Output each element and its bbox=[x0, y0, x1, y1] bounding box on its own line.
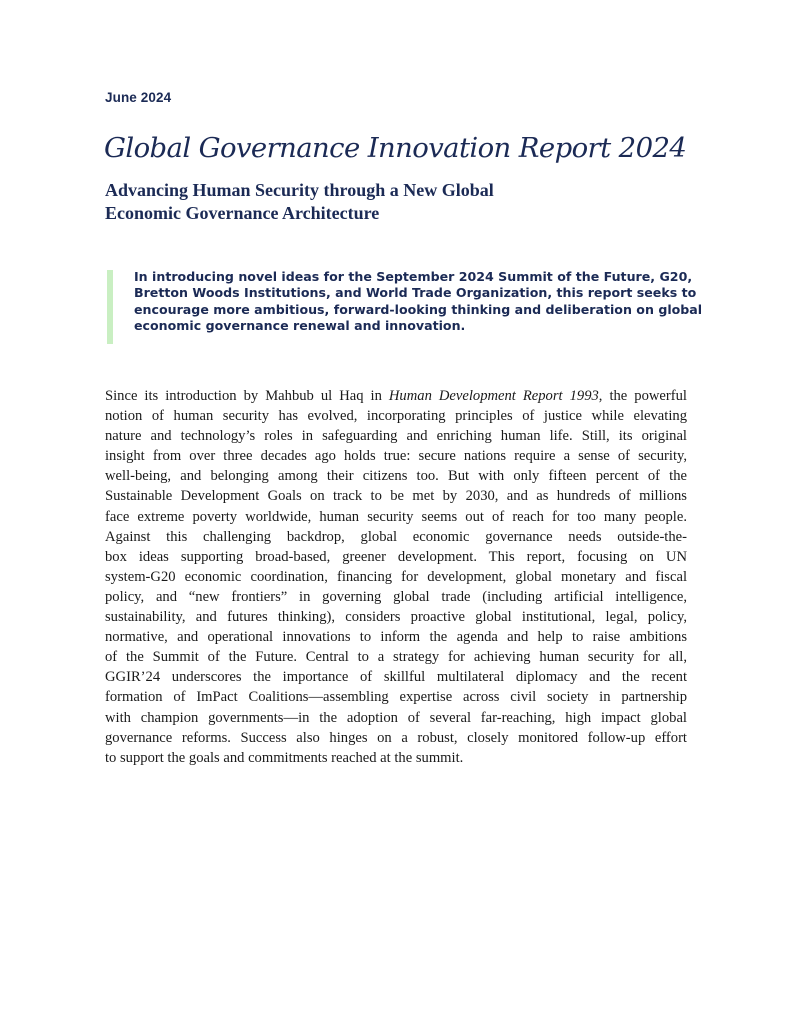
paragraph-line: face extreme poverty worldwide, human security seems out of reach for too many people. bbox=[105, 508, 687, 525]
subtitle-line: Economic Governance Architecture bbox=[105, 202, 380, 223]
callout-line: economic governance renewal and innovation. bbox=[134, 317, 466, 333]
paragraph-line: policy, and “new frontiers” in governing global trade (including artificial intelligence, bbox=[105, 588, 687, 605]
subtitle-line: Advancing Human Security through a New Global bbox=[105, 180, 494, 200]
paragraph-text: , the powerful bbox=[598, 388, 687, 404]
paragraph-line: to support the goals and commitments reached at the summit. bbox=[105, 749, 464, 766]
paragraph-line: insight from over three decades ago holds true: secure nations require a sense of security, bbox=[105, 448, 687, 465]
paragraph-line: formation of ImPact Coalitions—assembling expertise across civil society in partnership bbox=[105, 689, 687, 706]
paragraph-line: normative, and operational innovations to inform the agenda and help to raise ambitions bbox=[105, 629, 687, 646]
paragraph-line: with champion governments—in the adoption of several far-reaching, high impact global bbox=[105, 709, 687, 726]
paragraph-line: GGIR’24 underscores the importance of skillful multilateral diplomacy and the recent bbox=[105, 669, 687, 686]
paragraph-line: notion of human security has evolved, incorporating principles of justice while elevating bbox=[105, 408, 687, 425]
paragraph-line: governance reforms. Success also hinges on a robust, closely monitored follow-up effort bbox=[105, 729, 687, 746]
paragraph-line: of the Summit of the Future. Central to a strategy for achieving human security for all, bbox=[105, 649, 687, 666]
callout-line: encourage more ambitious, forward-looking thinking and deliberation on global bbox=[134, 301, 703, 317]
paragraph-line: sustainability, and futures thinking), considers proactive global institutional, legal, policy, bbox=[105, 609, 687, 626]
report-subtitle bbox=[105, 179, 494, 224]
callout-line: In introducing novel ideas for the September 2024 Summit of the Future, G20, bbox=[134, 269, 693, 284]
paragraph-line bbox=[105, 386, 687, 406]
paragraph-text: Since its introduction by Mahbub ul Haq in bbox=[105, 388, 389, 404]
paragraph-line: box ideas supporting broad-based, greener development. This report, focusing on UN bbox=[105, 548, 687, 565]
body-paragraph bbox=[105, 386, 687, 768]
paragraph-line: nature and technology’s roles in safeguarding and enriching human life. Still, its original bbox=[105, 428, 687, 445]
cited-report-title: Human Development Report 1993 bbox=[388, 388, 599, 404]
paragraph-line: well-being, and belonging among their citizens too. But with only fifteen percent of the bbox=[105, 468, 687, 485]
summary-callout bbox=[107, 269, 703, 344]
callout-line: Bretton Woods Institutions, and World Trade Organization, this report seeks to bbox=[134, 285, 697, 301]
report-title: Global Governance Innovation Report 2024 bbox=[104, 132, 687, 164]
paragraph-line: Against this challenging backdrop, global economic governance needs outside-the- bbox=[105, 528, 687, 545]
paragraph-line: system-G20 economic coordination, financing for development, global monetary and fiscal bbox=[105, 568, 687, 585]
paragraph-line: Sustainable Development Goals on track to be met by 2030, and as hundreds of millions bbox=[105, 488, 687, 505]
publication-date: June 2024 bbox=[105, 90, 172, 105]
